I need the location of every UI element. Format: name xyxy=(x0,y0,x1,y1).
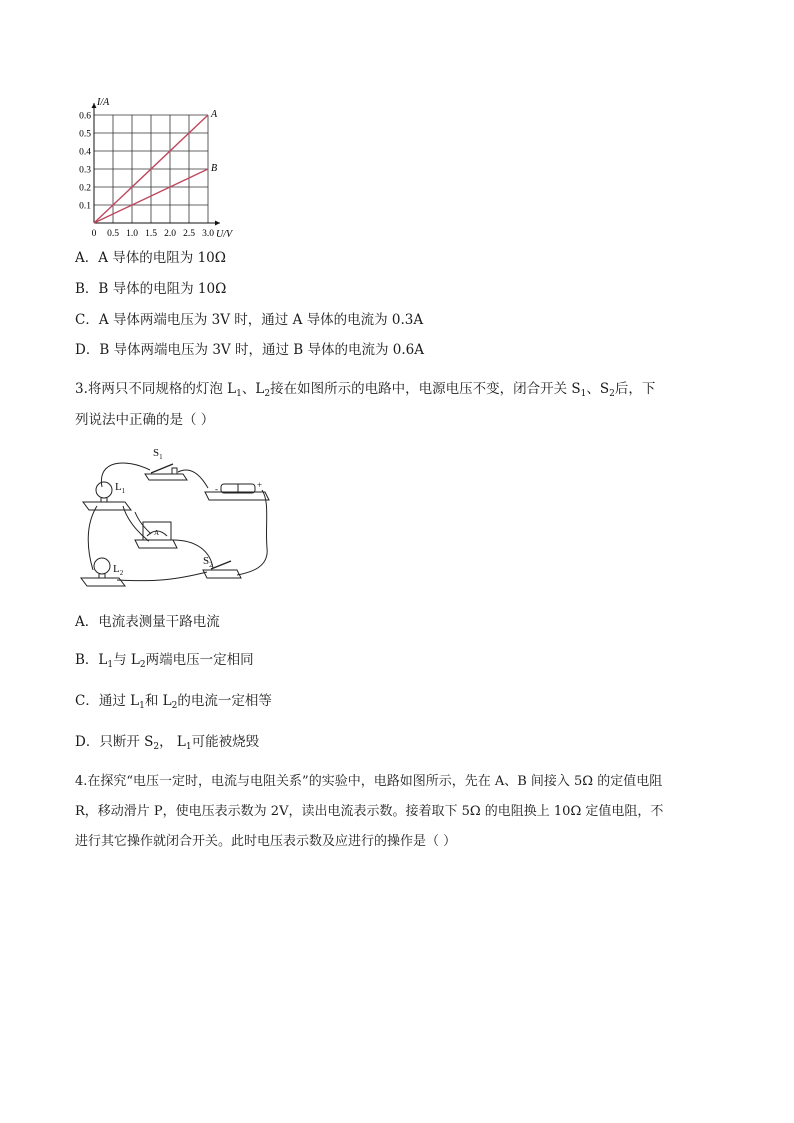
q3-option-d xyxy=(75,736,259,750)
q3-sub: 1 xyxy=(139,701,145,711)
bulb-l1 xyxy=(96,482,112,498)
q3-sub: 1 xyxy=(107,660,114,670)
x-tick-label: 1.5 xyxy=(145,229,157,239)
label-ammeter: A xyxy=(154,529,160,537)
q3-option-b xyxy=(75,654,254,668)
y-tick-label: 0.4 xyxy=(79,147,91,158)
x-tick-label: 3.0 xyxy=(202,229,214,239)
q3-sub: 2 xyxy=(139,660,146,670)
q3-option-text: 与 L xyxy=(113,652,140,668)
q3-option-text: 和 L xyxy=(144,693,172,709)
x-tick-label: 0 xyxy=(91,229,97,239)
q3-sub: 1 xyxy=(185,742,192,752)
q3-sub: 2 xyxy=(153,742,160,752)
q2-option-c: C．A 导体两端电压为 3V 时，通过 A 导体的电流为 0.3A xyxy=(75,312,424,328)
circuit-diagram xyxy=(75,440,285,605)
x-tick-label: 0.5 xyxy=(107,229,119,239)
q3-option-text: B．L xyxy=(75,652,108,668)
q2-option-d: D．B 导体两端电压为 3V 时，通过 B 导体的电流为 0.6A xyxy=(75,342,424,358)
q3-sub: 2 xyxy=(171,701,178,711)
y-axis-arrow xyxy=(92,103,97,108)
q3-sub: 2 xyxy=(264,389,271,399)
q3-sub: 1 xyxy=(236,389,242,399)
q3-option-c xyxy=(75,695,272,709)
x-tick-label: 2.5 xyxy=(183,229,195,239)
y-tick-label: 0.1 xyxy=(79,201,91,212)
y-tick-label: 0.3 xyxy=(79,165,91,176)
q3-sub: 2 xyxy=(609,389,615,399)
wire xyxy=(117,572,207,581)
ammeter-base xyxy=(135,540,177,548)
q3-stem-text: 3.将两只不同规格的灯泡 L xyxy=(75,381,237,397)
bulb-l1-socket xyxy=(101,498,107,502)
series-label-b: B xyxy=(211,163,218,174)
x-axis-label: U/V xyxy=(216,229,233,240)
q2-option-b: B．B 导体的电阻为 10Ω xyxy=(75,281,227,297)
switch-s1-base xyxy=(145,474,187,480)
q3-option-text: 可能被烧毁 xyxy=(191,734,260,750)
q3-option-text: 两端电压一定相同 xyxy=(145,652,254,668)
bulb-l2-base xyxy=(81,578,125,586)
x-axis-arrow xyxy=(215,221,220,226)
q3-stem-line2: 列说法中正确的是（ ） xyxy=(75,412,215,428)
q3-stem-line1 xyxy=(75,383,655,397)
q4-stem-line1: 4.在探究“电压一定时，电流与电阻关系”的实验中，电路如图所示，先在 A、B 间接入 5Ω 的定值电阻 xyxy=(75,774,663,789)
wire xyxy=(178,470,208,488)
switch-s2-base xyxy=(203,570,241,578)
switch-s1-terminal xyxy=(172,468,177,474)
wire xyxy=(123,506,149,541)
q3-sub: 1 xyxy=(580,389,587,399)
q2-option-a: A．A 导体的电阻为 10Ω xyxy=(75,250,226,266)
y-axis-label: I/A xyxy=(97,97,110,108)
q4-stem-line2: R，移动滑片 P，使电压表示数为 2V，读出电流表示数。接着取下 5Ω 的电阻换上 10Ω 定值电阻，不 xyxy=(75,804,664,819)
label-l2: $L_2$ xyxy=(113,563,124,577)
label-s1: $S_1$ xyxy=(153,447,163,461)
q3-stem-text: 、S xyxy=(586,381,610,397)
q4-stem-line3: 进行其它操作就闭合开关。此时电压表示数及应进行的操作是（ ） xyxy=(75,834,457,849)
x-tick-label: 2.0 xyxy=(164,229,176,239)
bulb-l2-socket xyxy=(99,574,105,578)
label-l1: $L_1$ xyxy=(115,481,126,495)
wire xyxy=(237,490,267,575)
switch-s1-lever xyxy=(151,464,173,473)
q3-option-text: ， L xyxy=(159,734,186,750)
series-label-a: A xyxy=(211,109,218,120)
y-tick-label: 0.2 xyxy=(79,183,91,194)
x-tick-label: 1.0 xyxy=(126,229,138,239)
q3-option-a: A．电流表测量干路电流 xyxy=(75,614,220,630)
label-s2: $S_2$ xyxy=(203,555,213,569)
switch-s2-lever xyxy=(211,561,231,569)
label-plus: + xyxy=(257,480,263,490)
q3-stem-text: 后，下 xyxy=(614,381,656,397)
q3-stem-text: 接在如图所示的电路中，电源电压不变，闭合开关 S xyxy=(270,381,581,397)
q3-option-text: C．通过 L xyxy=(75,693,140,709)
q3-stem-text: 、L xyxy=(241,381,265,397)
q3-option-text: 的电流一定相等 xyxy=(177,693,272,709)
iu-graph xyxy=(70,95,250,245)
y-tick-label: 0.6 xyxy=(79,111,91,122)
y-tick-label: 0.5 xyxy=(79,129,91,140)
bulb-l2 xyxy=(94,558,110,574)
q3-option-text: D．只断开 S xyxy=(75,734,154,750)
label-minus: - xyxy=(215,484,218,494)
